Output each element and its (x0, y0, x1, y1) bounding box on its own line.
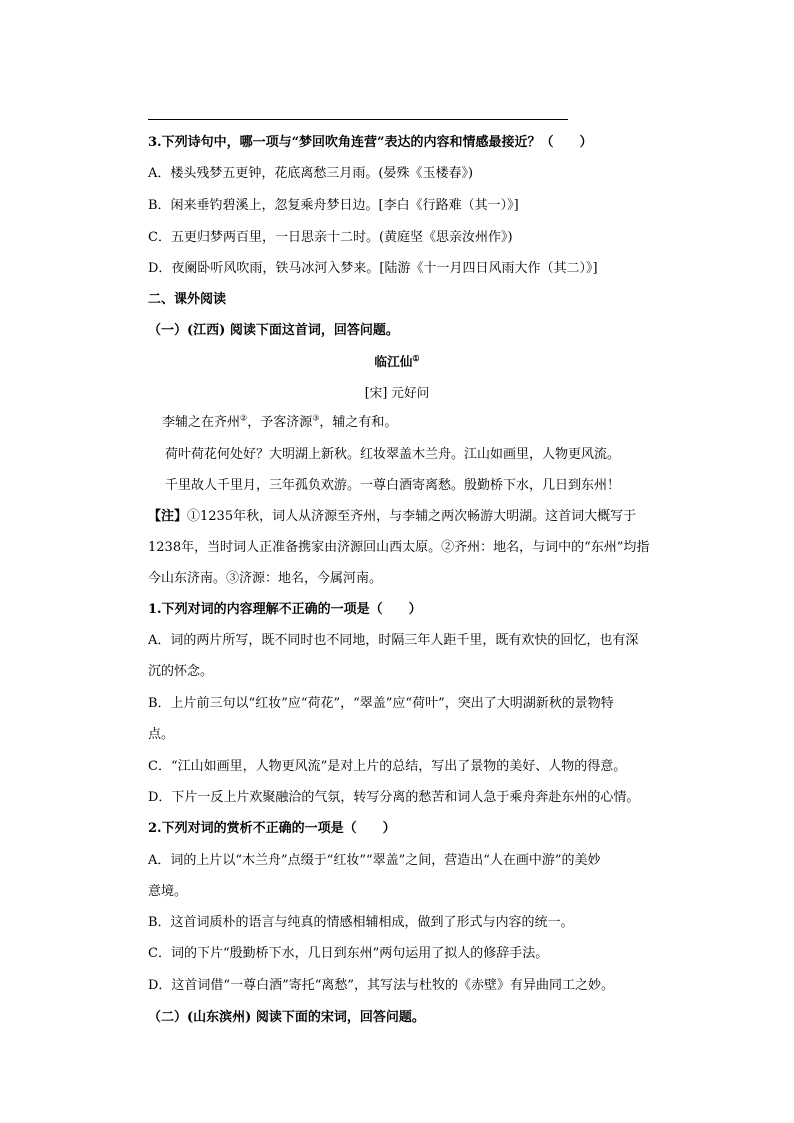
note-text: ①1235年秋，词人从济源至齐州，与李辅之两次畅游大明湖。这首词大概写于 (187, 509, 637, 524)
q2-option-b: B．这首词质朴的语言与纯真的情感相辅相成，做到了形式与内容的统一。 (148, 915, 574, 930)
preface-text: ，予客济源 (247, 415, 313, 430)
q3-option-a: A．楼头残梦五更钟，花底离愁三月雨。(晏殊《玉楼春》) (148, 166, 474, 181)
q3-option-b: B．闲来垂钓碧溪上，忽复乘舟梦日边。[李白《行路难（其一）》] (148, 198, 519, 213)
q1-option-b-cont: 点。 (148, 727, 175, 742)
q2-option-d: D．这首词借“一尊白酒”寄托“离愁”，其写法与杜牧的《赤壁》有异曲同工之妙。 (148, 978, 615, 993)
part1-heading: （一）(江西) 阅读下面这首词，回答问题。 (148, 323, 399, 338)
footnote-marker: ① (412, 352, 420, 363)
q2-option-a: A．词的上片以“木兰舟”点缀于“红妆”“翠盖”之间，营造出“人在画中游”的美妙 (148, 853, 601, 868)
top-rule (148, 119, 568, 120)
poem-title (0, 352, 794, 372)
poem-line-2: 千里故人千里月，三年孤负欢游。一尊白酒寄离愁。殷勤桥下水，几日到东州！ (165, 478, 621, 493)
q1-option-b: B．上片前三句以“红妆”应“荷花”，“翠盖”应“荷叶”，突出了大明湖新秋的景物特 (148, 696, 614, 711)
footnote-marker: ② (240, 413, 248, 423)
part2-heading: （二）(山东滨州) 阅读下面的宋词，回答问题。 (148, 1010, 425, 1025)
q1-option-c: C．“江山如画里，人物更风流”是对上片的总结，写出了景物的美好、人物的得意。 (148, 759, 627, 774)
poem-line-1: 荷叶荷花何处好？大明湖上新秋。红妆翠盖木兰舟。江山如画里，人物更风流。 (165, 447, 621, 462)
q1-option-a-cont: 沉的怀念。 (148, 664, 214, 679)
q2-option-a-cont: 意境。 (148, 884, 188, 899)
poem-preface (162, 413, 397, 433)
note-line-3: 今山东济南。③济源：地名，今属河南。 (148, 571, 383, 586)
section-heading: 二、课外阅读 (148, 292, 227, 307)
note-line-2: 1238年，当时词人正准备携家由济源回山西太原。②齐州：地名，与词中的“东州”均指 (148, 540, 650, 555)
q1-option-d: D．下片一反上片欢聚融洽的气氛，转写分离的愁苦和词人急于乘舟奔赴东州的心情。 (148, 790, 640, 805)
poem-author: [宋] 元好问 (364, 385, 430, 400)
q2-stem: 2.下列对词的赏析不正确的一项是（ ） (148, 821, 396, 836)
q1-stem: 1.下列对词的内容理解不正确的一项是（ ） (148, 602, 422, 617)
q3-stem: 3.下列诗句中，哪一项与“梦回吹角连营”表达的内容和情感最接近？（ ） (148, 135, 593, 150)
poem-title-text: 临江仙 (374, 354, 413, 369)
q3-option-d: D．夜阑卧听风吹雨，铁马冰河入梦来。[陆游《十一月四日风雨大作（其二）》] (148, 261, 598, 276)
note-line-1 (148, 507, 636, 527)
note-label: 【注】 (148, 509, 188, 524)
q1-option-a: A．词的两片所写，既不同时也不同地，时隔三年人距千里，既有欢快的回忆，也有深 (148, 633, 639, 648)
preface-text: 李辅之在齐州 (162, 415, 241, 430)
q2-option-c: C．词的下片“殷勤桥下水，几日到东州”两句运用了拟人的修辞手法。 (148, 946, 549, 961)
preface-text: ，辅之有和。 (319, 415, 398, 430)
footnote-marker: ③ (312, 413, 320, 423)
q3-option-c: C．五更归梦两百里，一日思亲十二时。(黄庭坚《思亲汝州作》) (148, 230, 513, 245)
